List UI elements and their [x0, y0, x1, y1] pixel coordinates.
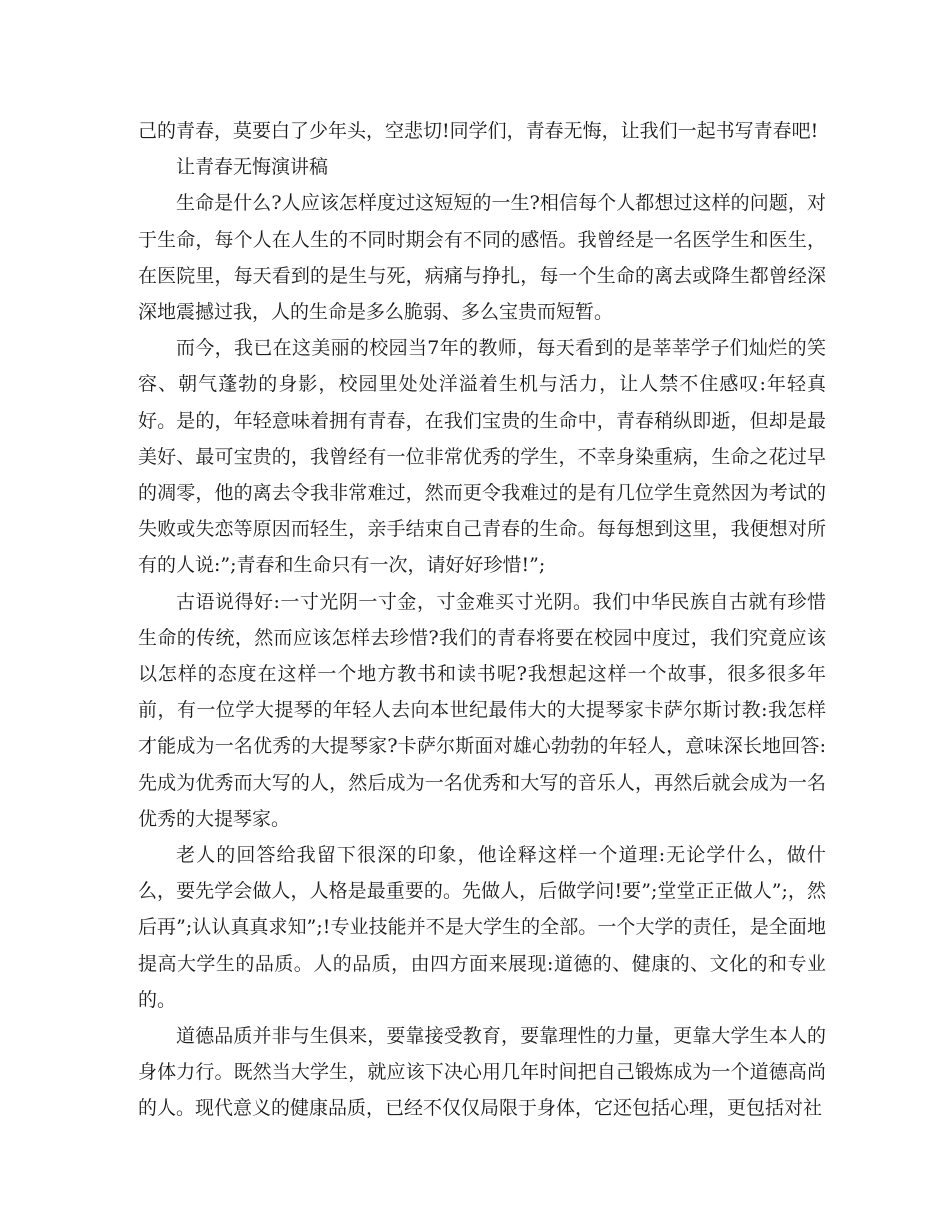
paragraph-6: 老人的回答给我留下很深的印象，他诠释这样一个道理:无论学什么，做什么，要先学会做人，人格是最重要的。先做人，后做学问!要”;堂堂正正做人”;，然后再”;认认真真求知”;!专业技能并不是大学生的全部。一个大学的责任，是全面地提高大学生的品质。人的品质，由四方面来展现:道德的、健康的、文化的和专业的。: [138, 844, 826, 1011]
paragraph-7: 道德品质并非与生俱来，要靠接受教育，要靠理性的力量，更靠大学生本人的身体力行。既然当大学生，就应该下决心用几年时间把自己锻炼成为一个道德高尚的人。现代意义的健康品质，已经不仅仅局限于身体，它还包括心理，更包括对社: [138, 1025, 826, 1120]
paragraph-5: 古语说得好:一寸光阴一寸金，寸金难买寸光阴。我们中华民族自古就有珍惜生命的传统，然而应该怎样去珍惜?我们的青春将要在校园中度过，我们究竟应该以怎样的态度在这样一个地方教书和读书呢?我想起这样一个故事，很多很多年前，有一位学大提琴的年轻人去向本世纪最伟大的大提琴家卡萨尔斯讨教:我怎样才能成为一名优秀的大提琴家?卡萨尔斯面对雄心勃勃的年轻人，意味深长地回答:先成为优秀而大写的人，然后成为一名优秀和大写的音乐人，再然后就会成为一名优秀的大提琴家。: [138, 590, 826, 830]
paragraph-3: 生命是什么?人应该怎样度过这短短的一生?相信每个人都想过这样的问题，对于生命，每个人在人生的不同时期会有不同的感悟。我曾经是一名医学生和医生，在医院里，每天看到的是生与死，病痛与挣扎，每一个生命的离去或降生都曾经深深地震撼过我，人的生命是多么脆弱、多么宝贵而短暂。: [138, 192, 826, 324]
paragraph-1: 己的青春，莫要白了少年头，空悲切!同学们，青春无悔，让我们一起书写青春吧!: [138, 120, 819, 142]
speech-title: 让青春无悔演讲稿: [176, 156, 329, 179]
paragraph-4: 而今，我已在这美丽的校园当7年的教师，每天看到的是莘莘学子们灿烂的笑容、朝气蓬勃的身影，校园里处处洋溢着生机与活力，让人禁不住感叹:年轻真好。是的，年轻意味着拥有青春，在我们宝贵的生命中，青春稍纵即逝，但却是最美好、最可宝贵的，我曾经有一位非常优秀的学生，不幸身染重病，生命之花过早的凋零，他的离去令我非常难过，然而更令我难过的是有几位学生竟然因为考试的失败或失恋等原因而轻生，亲手结束自己青春的生命。每每想到这里，我便想对所有的人说:”;青春和生命只有一次，请好好珍惜!”;: [138, 337, 826, 577]
document-body: [138, 113, 826, 1127]
